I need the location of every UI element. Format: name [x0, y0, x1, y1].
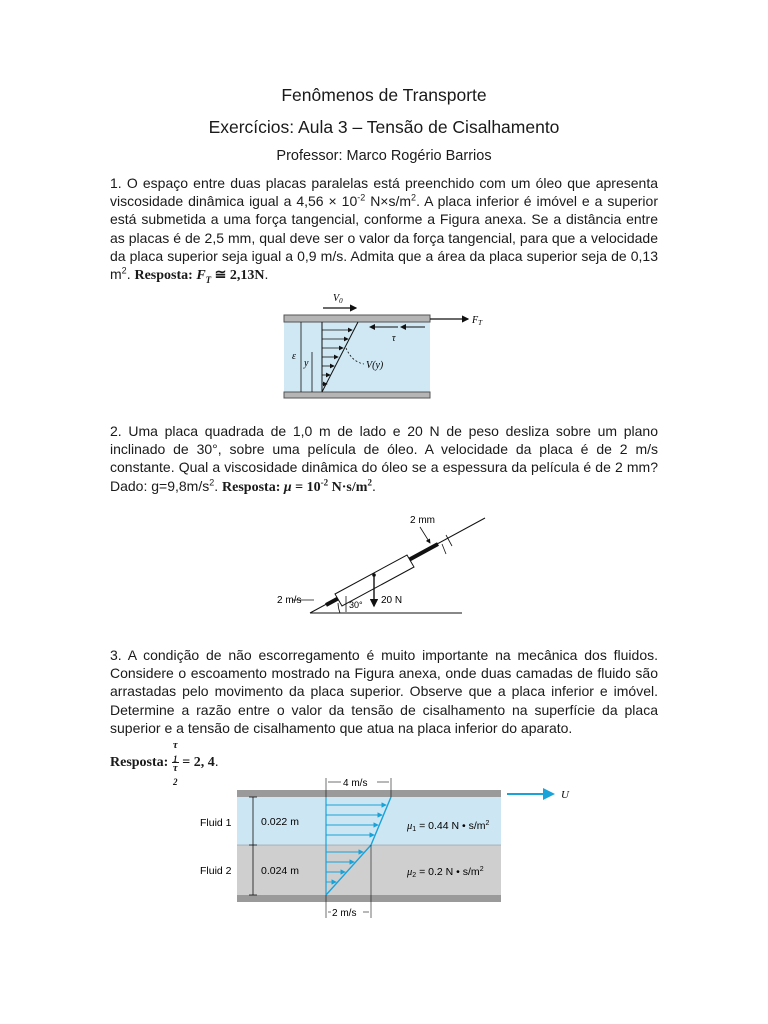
v0-label: $V_0$	[333, 293, 343, 305]
professor-name: Professor: Marco Rogério Barrios	[276, 148, 492, 164]
exercise-2-answer-value: = 10	[291, 479, 321, 495]
upper-plate	[237, 790, 501, 797]
exercise-3-figure	[195, 772, 595, 922]
exercise-1-text: 1. O espaço entre duas placas paralelas está preenchido com um óleo que apresenta viscosidade dinâmica igual a $4,56 \times 10^{-2}$ $N\times s/m^2$. A placa inferior é imóvel e a superior está submetida a uma força tangencial, conforme a Figura anexa. Se a distância entre as placas é de 2,5 mm, qual deve ser o valor da força tangencial, para que a velocidade da placa superior seja igual a 0,9 m/s. Admita que a área da placa superior seja de 0,13 $m^2$. Resposta: $F_T$ ≅ 2,13N.	[110, 175, 658, 285]
lower-plate	[237, 895, 501, 902]
thickness-arrow	[420, 527, 430, 543]
exercise-3-answer-value: = 2, 4	[178, 755, 215, 771]
h1-label: 0.022 m	[261, 816, 299, 828]
exercise-2-figure	[270, 506, 500, 618]
epsilon-label: ε	[292, 351, 296, 362]
exercise-1-answer-label: Resposta:	[134, 268, 197, 284]
exercise-3-answer-label: Resposta:	[110, 755, 172, 771]
thickness-label: 2 mm	[410, 515, 435, 526]
exercise-2-text: 2. Uma placa quadrada de 1,0 m de lado e 20 N de peso desliza sobre um plano inclinado de 30°, sobre uma película de óleo. A velocidade da placa é de 2 m/s constante. Qual a viscosidade dinâmica do óleo se a espessura da película é de 2 mm? Dado: $g=9,8m/s^2$. Resposta: $\mu = 10^{-2}$ $N\cdot s/m^2$.	[110, 423, 658, 495]
h2-label: 0.024 m	[261, 865, 299, 877]
mu1-label: μ1 = 0.44 N • $s/m^2$	[407, 820, 490, 833]
bottom-speed-label: 2 m/s	[332, 908, 357, 919]
exercise-1-figure	[270, 286, 500, 402]
document-title: Fenômenos de Transporte	[281, 85, 487, 105]
stress-ratio: τ $_1$ τ $_2$	[172, 739, 178, 788]
ft-label: $F_T$	[472, 315, 483, 327]
fluid-1-label: Fluid 1	[200, 817, 232, 829]
exercise-3-answer: Resposta: τ $_1$ τ $_2$ = 2, 4.	[110, 739, 219, 788]
lower-plate	[284, 392, 430, 398]
exercise-2-answer-label: Resposta:	[222, 479, 284, 495]
exercise-3-text: 3. A condição de não escorregamento é muito importante na mecânica dos fluidos. Considere o escoamento mostrado na Figura anexa, onde duas camadas de fluido são arrastadas pelo movimento da placa superior. Observe que a placa inferior e imóvel. Determine a razão entre o valor da tensão de cisalhamento na superfície da placa superior e a tensão de cisalhamento que atua na placa inferior do aparato.	[110, 647, 658, 736]
fluid-2-label: Fluid 2	[200, 865, 232, 877]
speed-label: 2 m/s	[277, 595, 302, 606]
y-label: y	[304, 358, 309, 369]
tau-label: τ	[392, 333, 396, 344]
angle-arc	[338, 603, 340, 613]
exercise-1-answer-value: ≅ 2,13N	[211, 268, 265, 284]
thickness-dimension	[442, 544, 446, 554]
angle-label: 30°	[349, 600, 363, 610]
vy-label: V(y)	[366, 360, 384, 371]
plate-velocity-label: U	[561, 789, 569, 801]
upper-plate	[284, 315, 430, 322]
document-subtitle: Exercícios: Aula 3 – Tensão de Cisalhamento	[208, 117, 560, 137]
oil-layer	[284, 322, 430, 392]
weight-label: 20 N	[381, 595, 403, 606]
top-speed-label: 4 m/s	[343, 778, 368, 789]
mu2-label: μ2 = 0.2 N • $s/m^2$	[407, 866, 484, 879]
